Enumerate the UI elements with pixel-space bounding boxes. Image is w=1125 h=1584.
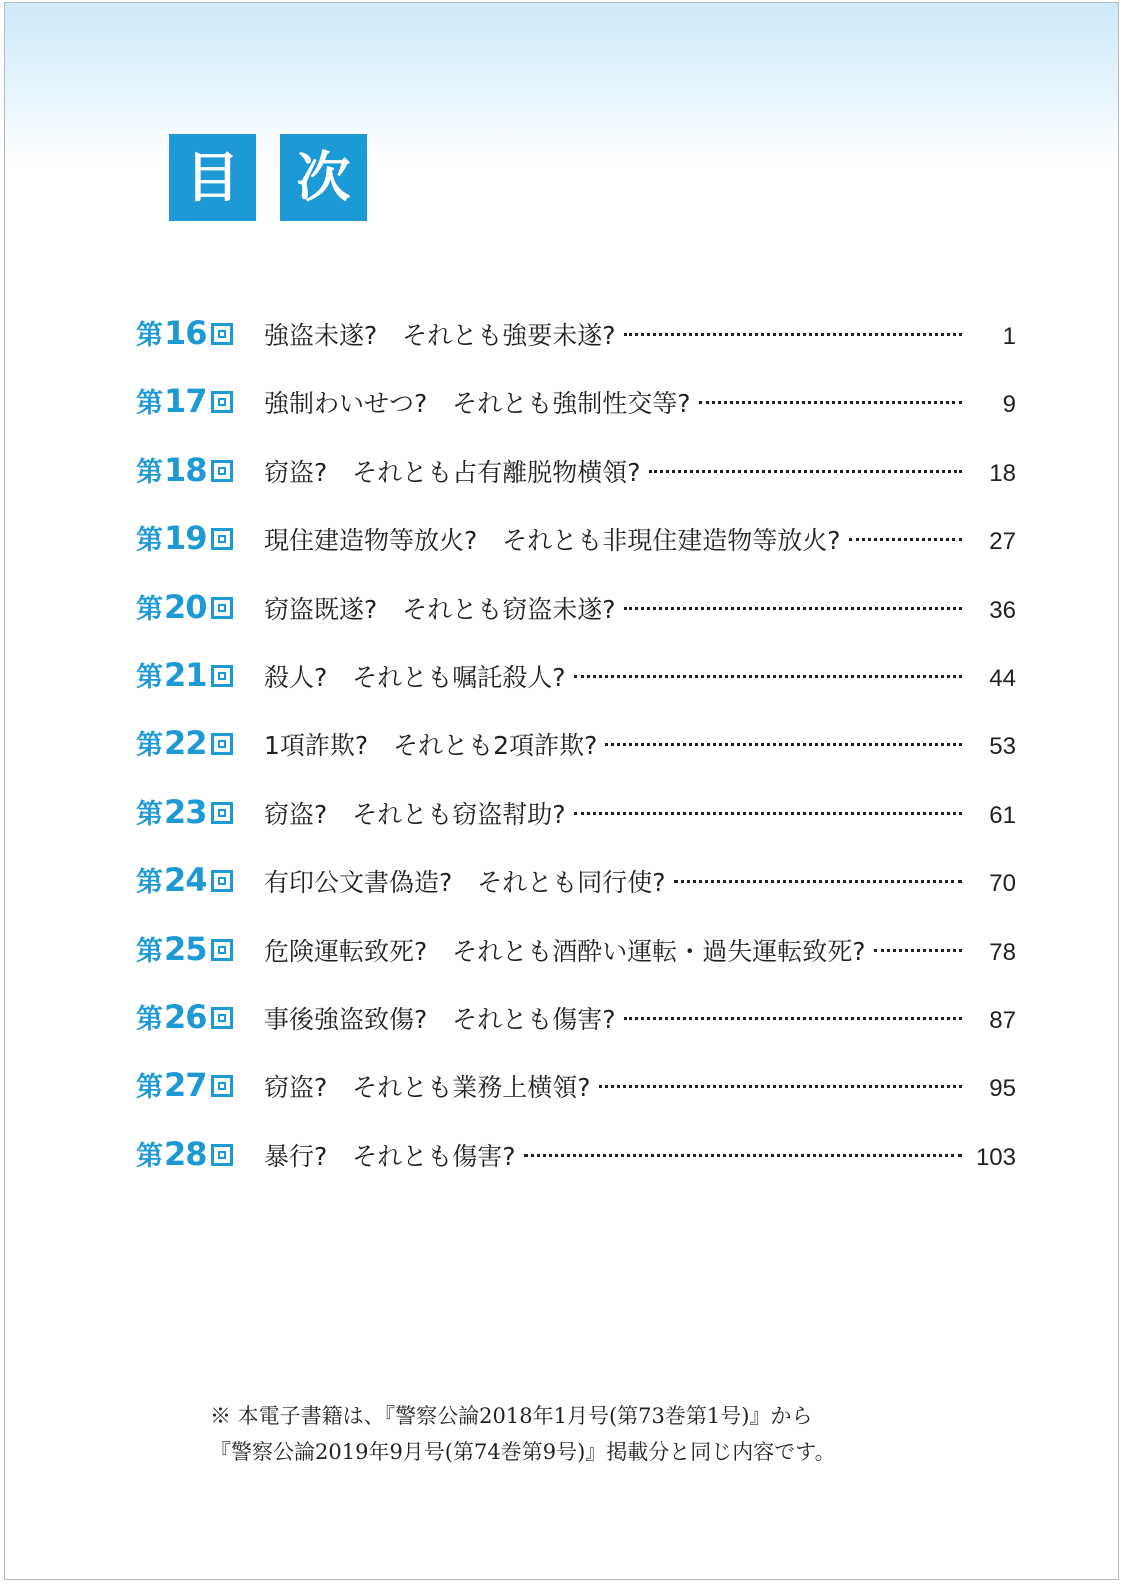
chapter-prefix: 第 [136,661,163,693]
chapter-label [136,655,264,694]
chapter-number: 17 [164,382,207,421]
chapter-number: 26 [164,997,207,1036]
chapter-prefix: 第 [136,1140,163,1172]
page-number: 53 [989,733,1016,761]
toc-entry[interactable] [136,313,1016,381]
entry-title: 事後強盗致傷? それとも傷害? [264,1004,616,1034]
dot-leader [849,538,962,541]
chapter-kai-icon [211,802,233,824]
toc-entry[interactable] [136,381,1016,449]
page-number: 87 [989,1006,1016,1034]
chapter-kai-icon [211,323,233,345]
page-number: 78 [989,938,1016,966]
chapter-label [136,518,264,557]
chapter-kai-icon [211,528,233,550]
chapter-prefix: 第 [136,798,163,830]
chapter-prefix: 第 [136,867,163,899]
footnote-line-1: ※ 本電子書籍は、『警察公論2018年1月号(第73巻第1号)』から [210,1404,813,1428]
entry-body [264,381,1016,420]
entry-body [264,655,1016,694]
entry-body [264,792,1016,831]
toc-page [4,2,1119,1580]
page-number: 1 [1002,323,1016,350]
chapter-prefix: 第 [136,525,163,557]
chapter-label [136,381,264,420]
title-char-1: 目 [169,134,256,221]
chapter-kai-icon [211,870,233,892]
entry-body [264,518,1016,557]
chapter-number: 20 [164,587,207,626]
chapter-number: 18 [164,450,207,489]
chapter-prefix: 第 [136,456,163,488]
entry-title: 窃盗? それとも窃盗幇助? [264,799,566,829]
entry-body [264,997,1016,1036]
entry-title: 窃盗? それとも占有離脱物横領? [264,457,641,487]
entry-title: 1項詐欺? それとも2項詐欺? [264,731,598,761]
chapter-prefix: 第 [136,935,163,967]
chapter-label [136,1134,264,1173]
chapter-prefix: 第 [136,593,163,625]
entry-title: 暴行? それとも傷害? [264,1141,516,1171]
page-number: 27 [989,528,1016,556]
chapter-kai-icon [211,1007,233,1029]
chapter-kai-icon [211,597,233,619]
chapter-label [136,997,264,1036]
chapter-number: 16 [164,314,207,352]
entry-title: 窃盗既遂? それとも窃盗未遂? [264,594,616,624]
entry-title: 強制わいせつ? それとも強制性交等? [264,389,691,419]
chapter-kai-icon [211,1144,233,1166]
chapter-kai-icon [211,665,233,687]
chapter-label [136,313,264,352]
toc-entry[interactable] [136,518,1016,586]
chapter-prefix: 第 [136,388,163,420]
entry-title: 有印公文書偽造? それとも同行使? [264,868,666,898]
chapter-kai-icon [211,391,233,413]
toc-entry[interactable] [136,860,1016,928]
page-number: 44 [989,664,1016,692]
footnote [210,1398,836,1470]
chapter-number: 23 [164,792,207,831]
page-number: 95 [989,1075,1016,1103]
page-number: 36 [989,596,1016,624]
dot-leader [649,470,962,473]
toc-entry[interactable] [136,792,1016,860]
chapter-label [136,587,264,626]
dot-leader [605,743,962,746]
chapter-number: 19 [164,519,207,558]
toc-entry[interactable] [136,655,1016,723]
entry-body [264,450,1016,489]
dot-leader [524,1154,962,1157]
entry-body [264,1065,1016,1104]
chapter-label [136,723,264,762]
dot-leader [699,401,962,404]
toc-entry[interactable] [136,723,1016,791]
chapter-number: 28 [164,1134,207,1173]
chapter-prefix: 第 [136,1072,163,1104]
entry-title: 現住建造物等放火? それとも非現住建造物等放火? [264,526,841,556]
dot-leader [674,880,962,883]
chapter-number: 24 [164,861,207,900]
toc-entry[interactable] [136,587,1016,655]
entry-title: 窃盗? それとも業務上横領? [264,1073,591,1103]
entry-title: 殺人? それとも嘱託殺人? [264,662,566,692]
entry-body [264,860,1016,899]
toc-entry[interactable] [136,929,1016,997]
page-number: 9 [1002,391,1016,419]
toc-entry[interactable] [136,1065,1016,1133]
entry-title: 危険運転致死? それとも酒酔い運転・過失運転致死? [264,936,866,966]
dot-leader [599,1085,962,1088]
title-char-2: 次 [280,134,367,221]
chapter-number: 27 [164,1066,207,1105]
page-number: 61 [989,801,1016,829]
toc-entry[interactable] [136,997,1016,1065]
dot-leader [624,1017,962,1020]
dot-leader [624,607,962,610]
entry-body [264,313,1016,352]
chapter-kai-icon [211,939,233,961]
page-title [169,134,367,221]
dot-leader [574,675,962,678]
entry-body [264,929,1016,968]
chapter-kai-icon [211,1075,233,1097]
chapter-label [136,1065,264,1104]
toc-entry[interactable] [136,1134,1016,1202]
chapter-number: 22 [164,724,207,763]
chapter-prefix: 第 [136,1003,163,1035]
chapter-label [136,929,264,968]
chapter-label [136,792,264,831]
entry-body [264,587,1016,626]
footnote-line-2: 『警察公論2019年9月号(第74巻第9号)』掲載分と同じ内容です。 [210,1440,836,1464]
page-number: 18 [989,459,1016,487]
chapter-prefix: 第 [136,730,163,762]
entry-body [264,1134,1016,1173]
page-number: 70 [989,870,1016,898]
dot-leader [574,812,962,815]
chapter-number: 25 [164,929,207,968]
entry-body [264,723,1016,762]
dot-leader [624,333,962,336]
toc-entry[interactable] [136,450,1016,518]
page-number: 103 [975,1143,1016,1171]
chapter-kai-icon [211,733,233,755]
chapter-prefix: 第 [136,320,163,351]
chapter-label [136,860,264,899]
entry-title: 強盗未遂? それとも強要未遂? [264,321,616,350]
table-of-contents [136,313,1016,1202]
chapter-label [136,450,264,489]
chapter-kai-icon [211,460,233,482]
chapter-number: 21 [164,655,207,694]
dot-leader [874,949,962,952]
